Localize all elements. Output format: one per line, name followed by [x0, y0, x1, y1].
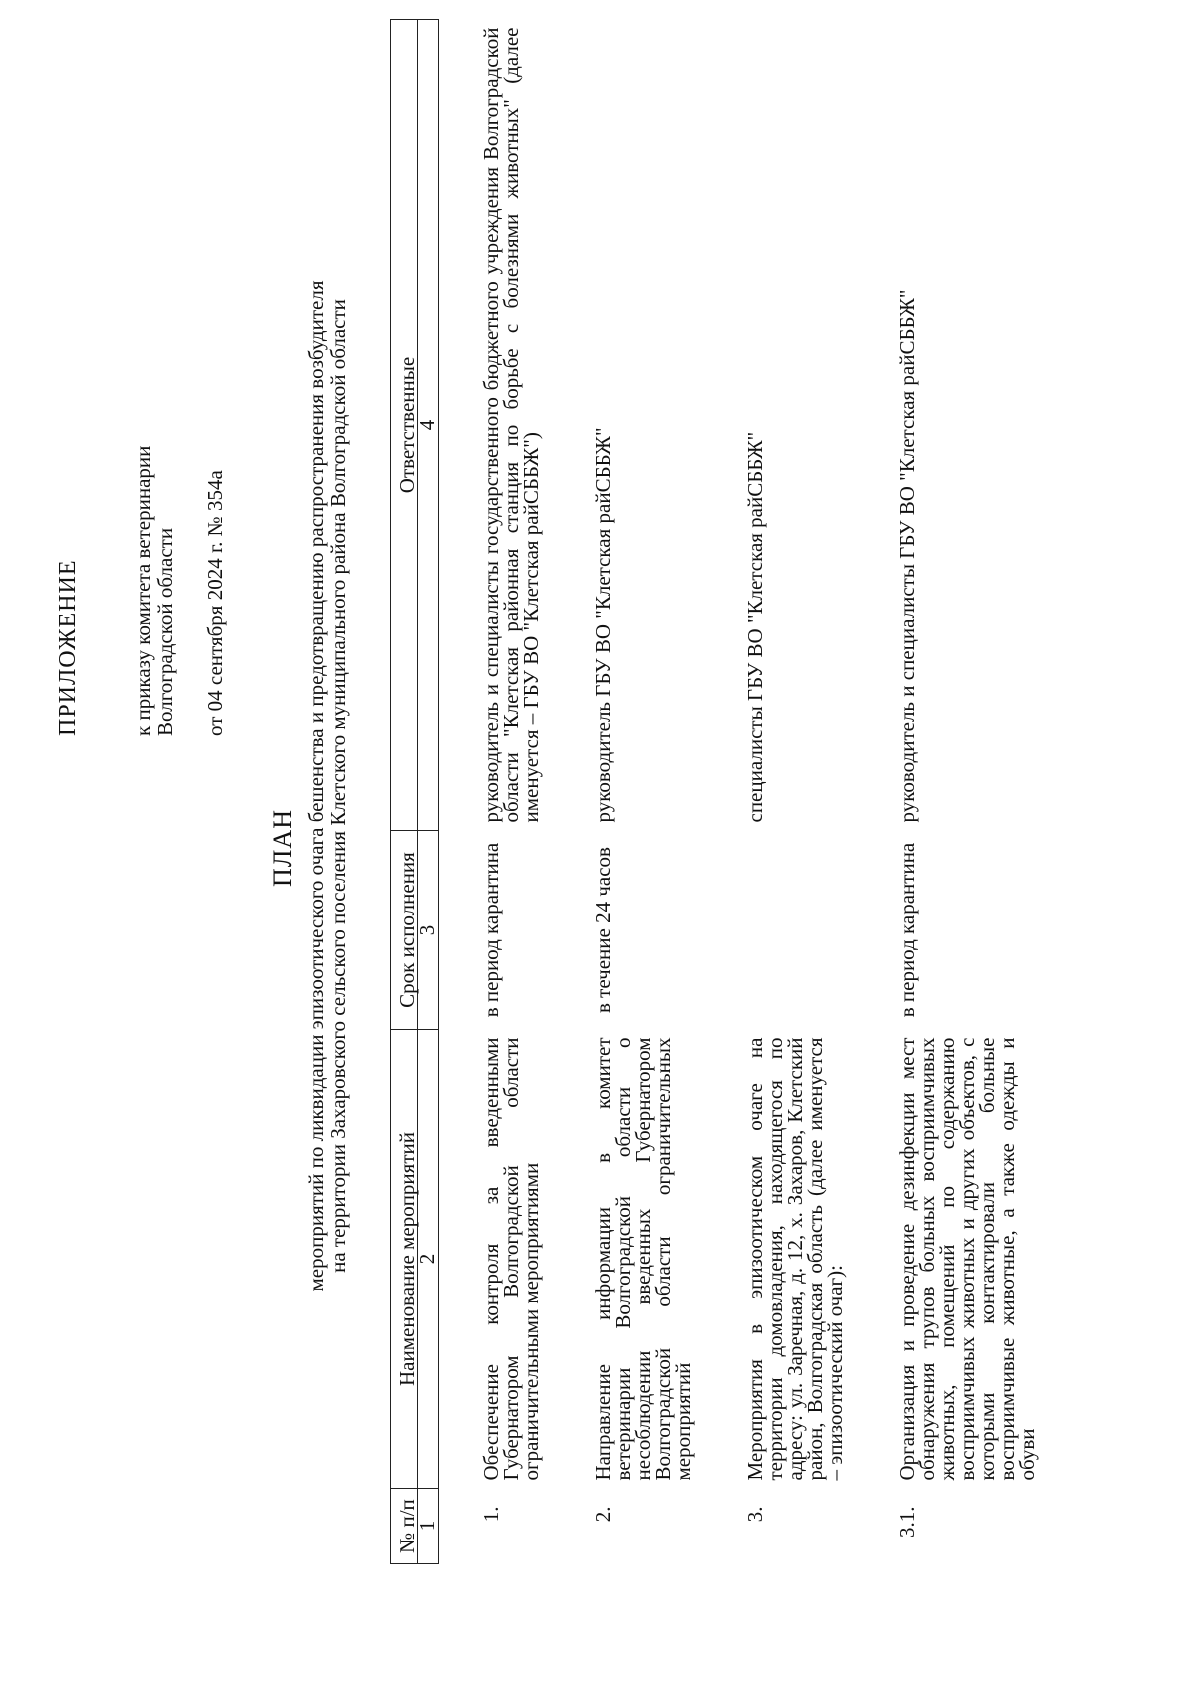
column-number: 3: [418, 831, 439, 1030]
column-number: 2: [418, 1030, 439, 1489]
row-name: Направление информации в комитет ветеринарии Волгоградской области о несоблюдении введенных Губернатором Волгоградской области ограничительных мероприятий: [591, 1037, 695, 1481]
row-name: Организация и проведение дезинфекции мест обнаружения трупов больных восприимчивых животных, помещений по содержанию восприимчивых животных и других объектов, с которыми контактировали больные восприимчивые животные, а также одежды и обуви: [895, 1037, 1039, 1481]
row-responsible: руководитель ГБУ ВО "Клетская райСББЖ": [591, 427, 615, 823]
plan-subtitle: [305, 176, 349, 1396]
appendix-title: ПРИЛОЖЕНИЕ: [55, 559, 81, 736]
row-responsible: руководитель и специалисты государственного бюджетного учреждения Волгоградской области "Клетская районная станция по борьбе с болезнями животных" (далее именуется – ГБУ ВО "Клетская райСББЖ"): [479, 27, 543, 823]
row-responsible: специалисты ГБУ ВО "Клетская райСББЖ": [743, 431, 767, 823]
row-term: в период карантина: [895, 842, 919, 1018]
header-term: Срок исполнения: [391, 831, 418, 1030]
table-row: [855, 20, 1047, 1564]
row-term: [703, 831, 855, 1030]
header-name: Наименование мероприятий: [391, 1030, 418, 1489]
row-number: 1.: [479, 1506, 503, 1523]
table-row: [439, 20, 552, 1564]
plan-title: ПЛАН: [268, 809, 297, 887]
table-header-row: [391, 20, 418, 1564]
plan-table: [390, 19, 1047, 1564]
header-number: № п/п: [391, 1489, 418, 1564]
plan-subtitle-line1: мероприятий по ликвидации эпизоотического очага бешенства и предотвращению распространения возбудителя: [304, 280, 328, 1292]
row-term: в период карантина: [479, 842, 503, 1018]
order-date: от 04 сентября 2024 г. № 354а: [203, 470, 227, 736]
row-name: Обеспечение контроля за введенными Губернатором Волгоградской области ограничительными мероприятиями: [479, 1037, 543, 1481]
row-number: 3.: [743, 1506, 767, 1523]
row-number: 2.: [591, 1506, 615, 1523]
header-responsible: Ответственные: [391, 20, 418, 831]
column-number-row: [418, 20, 439, 1564]
order-reference-line1: к приказу комитета ветеринарии: [131, 445, 155, 736]
table-row: [551, 20, 703, 1564]
column-number: 4: [418, 20, 439, 831]
row-name: Мероприятия в эпизоотическом очаге на территории домовладения, находящегося по адресу: ул. Заречная, д. 12, х. Захаров, Клетский район, Волгоградская область (далее именуется – эпизоотический очаг):: [743, 1037, 847, 1481]
row-responsible: руководитель и специалисты ГБУ ВО "Клетская райСББЖ": [895, 289, 919, 823]
table-row: [703, 20, 855, 1564]
plan-subtitle-line2: на территории Захаровского сельского поселения Клетского муниципального района Волгоградской области: [326, 299, 350, 1273]
row-term: в течение 24 часов: [591, 847, 615, 1013]
order-reference-line2: Волгоградской области: [153, 527, 177, 736]
column-number: 1: [418, 1489, 439, 1564]
row-number: 3.1.: [895, 1506, 919, 1538]
